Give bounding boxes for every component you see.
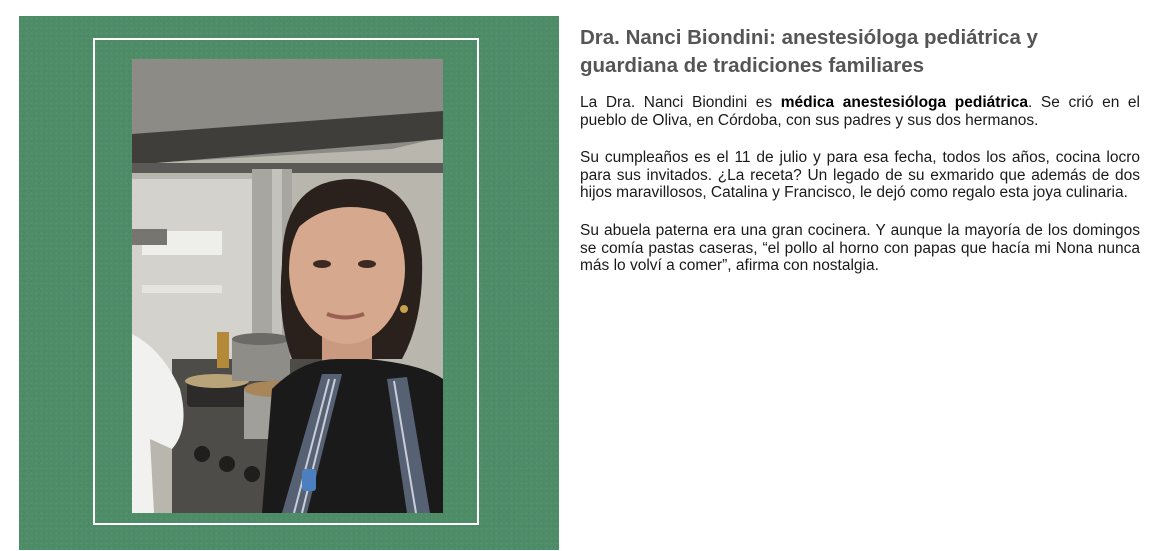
article-heading: Dra. Nanci Biondini: anestesióloga pediátrica y guardiana de tradiciones familiares [580,26,1038,77]
paragraph-grandmother: Su abuela paterna era una gran cocinera. Y aunque la mayoría de los domingos se comía pastas caseras, “el pollo al horno con papas que hacía mi Nona nunca más lo volví a comer”, afirma con nostalgia. [580,221,1140,275]
portrait-photo [132,59,443,513]
photo-panel [19,16,559,550]
paragraph-intro-start: La Dra. Nanci Biondini es [580,94,781,111]
article-text [580,24,1140,295]
paragraph-intro [580,94,1140,129]
paragraph-intro-bold: médica anestesióloga pediátrica [780,94,1028,111]
paragraph-birthday: Su cumpleaños es el 11 de julio y para esa fecha, todos los años, cocina locro para sus invitados. ¿La receta? Un legado de su exmarido que además de dos hijos maravillosos, Catalina y Francisco, le dejó como regalo esta joya culinaria. [580,149,1140,202]
paragraph-intro-end: . Se crió en el pueblo de Oliva, en Córdoba, con sus padres y sus dos hermanos. [580,94,1140,129]
